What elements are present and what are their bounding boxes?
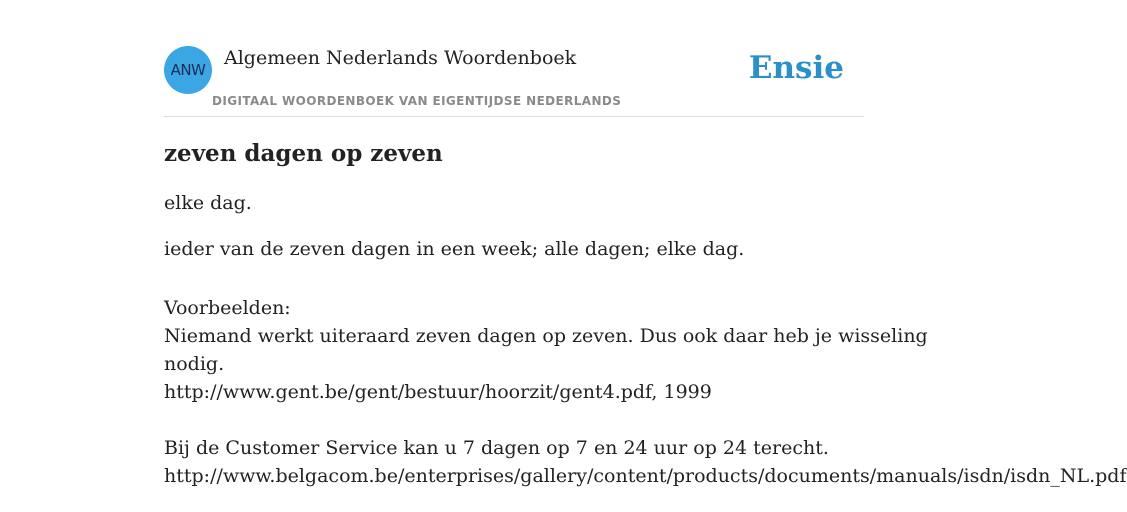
anw-logo[interactable]: ANW [164, 46, 212, 94]
long-definition: ieder van de zeven dagen in een week; alle dagen; elke dag. [164, 238, 745, 260]
entry-content [164, 138, 1127, 487]
example-text-continued: nodig. [164, 353, 225, 375]
site-title[interactable]: Algemeen Nederlands Woordenboek [224, 47, 577, 69]
example-text: Bij de Customer Service kan u 7 dagen op 7 en 24 uur op 24 terecht. [164, 437, 829, 459]
example-spacer [164, 406, 1024, 434]
example-text: Niemand werkt uiteraard zeven dagen op zeven. Dus ook daar heb je wisseling [164, 325, 928, 347]
examples-section [164, 294, 1127, 490]
site-header [164, 46, 864, 117]
site-subtitle: DIGITAAL WOORDENBOEK VAN EIGENTIJDSE NEDERLANDS [212, 94, 622, 108]
example-source: http://www.belgacom.be/enterprises/gallery/content/products/documents/manuals/isdn/isdn_NL.pdf [164, 465, 1127, 487]
entry-headword: zeven dagen op zeven [164, 140, 443, 167]
ensie-brand-logo[interactable]: Ensie [748, 50, 844, 86]
example-source: http://www.gent.be/gent/bestuur/hoorzit/gent4.pdf, 1999 [164, 381, 712, 403]
examples-label: Voorbeelden: [164, 297, 291, 319]
short-definition: elke dag. [164, 192, 252, 214]
